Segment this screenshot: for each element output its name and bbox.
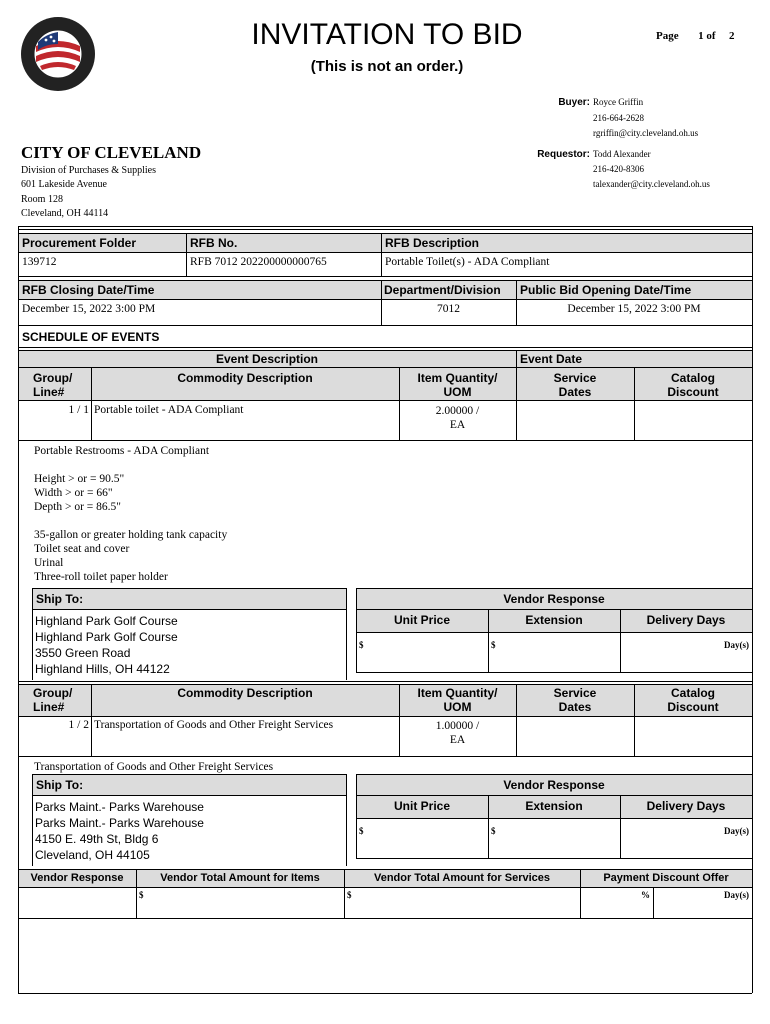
opening-date-value: December 15, 2022 3:00 PM [567,303,701,315]
totals-vendor-response-header: Vendor Response [30,872,124,884]
service-dates-header: Service Dates [553,371,597,399]
extension-header: Extension [525,613,583,627]
page-total: 2 [729,30,735,42]
org-name: CITY OF CLEVELAND [21,143,202,162]
rfb-description-value: Portable Toilet(s) - ADA Compliant [385,256,550,268]
commodity-value: Portable toilet - ADA Compliant [94,404,244,416]
vendor-response-header: Vendor Response [503,778,605,792]
unit-price-header: Unit Price [393,799,450,813]
quantity-value: 2.00000 / EA [435,405,480,431]
department-label: Department/Division [384,283,501,297]
line-number: 1 / 1 [68,404,89,416]
commodity-value: Transportation of Goods and Other Freight Services [94,719,334,731]
total-services-input[interactable]: $ [347,890,352,900]
page-number: 1 [698,30,704,42]
catalog-discount-header: Catalog Discount [667,686,719,714]
org-address-line: 601 Lakeside Avenue [21,179,107,190]
page-label: Page [656,30,679,42]
unit-price-input[interactable]: $ [359,826,364,836]
delivery-days-input[interactable]: Day(s) [724,826,749,836]
line-number: 1 / 2 [68,719,89,731]
catalog-discount-header: Catalog Discount [667,371,719,399]
event-date-header: Event Date [520,352,583,366]
total-items-input[interactable]: $ [139,890,144,900]
ship-to-label: Ship To: [36,592,84,606]
delivery-days-header: Delivery Days [646,799,726,813]
ship-to-address: Parks Maint.- Parks Warehouse Parks Maint.- Parks Warehouse 4150 E. 49th St, Bldg 6 Cleveland, OH 44105 [35,800,204,862]
commodity-description-header: Commodity Description [177,686,313,700]
extension-header: Extension [525,799,583,813]
requestor-phone: 216-420-8306 [593,164,644,174]
org-address-line: Division of Purchases & Supplies [21,165,156,176]
requestor-email: talexander@city.cleveland.oh.us [593,179,710,189]
buyer-phone: 216-664-2628 [593,113,644,123]
buyer-name: Royce Griffin [593,97,644,107]
commodity-description-header: Commodity Description [177,371,313,385]
delivery-days-input[interactable]: Day(s) [724,640,749,650]
requestor-name: Todd Alexander [593,149,651,159]
page-indicator [656,30,735,42]
item-quantity-header: Item Quantity/ UOM [417,371,498,399]
org-address-line: Cleveland, OH 44114 [21,208,109,219]
group-line-header: Group/ Line# [33,686,73,714]
buyer-email: rgriffin@city.cleveland.oh.us [593,128,699,138]
discount-percent-input[interactable]: % [641,890,650,900]
line-description: Transportation of Goods and Other Freight Services [34,761,274,773]
document-title: INVITATION TO BID [251,18,523,51]
city-seal [20,16,96,92]
unit-price-input[interactable]: $ [359,640,364,650]
ship-to-label: Ship To: [36,778,84,792]
extension-input[interactable]: $ [491,826,496,836]
group-line-header: Group/ Line# [33,371,73,399]
requestor-label: Requestor: [537,149,590,160]
org-address-line: Room 128 [21,194,63,205]
procurement-folder-label: Procurement Folder [22,236,137,250]
procurement-folder-value: 139712 [22,256,57,268]
schedule-title: SCHEDULE OF EVENTS [22,330,160,344]
unit-price-header: Unit Price [393,613,450,627]
quantity-value: 1.00000 / EA [435,720,480,746]
discount-days-input[interactable]: Day(s) [724,890,749,900]
item-quantity-header: Item Quantity/ UOM [417,686,498,714]
service-dates-header: Service Dates [553,686,597,714]
event-description-header: Event Description [215,352,319,366]
delivery-days-header: Delivery Days [646,613,726,627]
total-services-header: Vendor Total Amount for Services [373,872,551,884]
page-of: of [706,30,716,42]
department-value: 7012 [437,303,460,315]
vendor-response-header: Vendor Response [503,592,605,606]
document-subtitle: (This is not an order.) [310,58,464,75]
closing-date-label: RFB Closing Date/Time [22,283,155,297]
rfb-description-label: RFB Description [385,236,480,250]
opening-date-label: Public Bid Opening Date/Time [520,283,692,297]
closing-date-value: December 15, 2022 3:00 PM [22,303,156,315]
extension-input[interactable]: $ [491,640,496,650]
line-description: Portable Restrooms - ADA Compliant Height > or = 90.5" Width > or = 66" Depth > or = 86.5" 35-gallon or greater holding tank capacity Toilet seat and cover Urinal Three-roll toilet paper holder [34,445,228,583]
ship-to-address: Highland Park Golf Course Highland Park Golf Course 3550 Green Road Highland Hills, OH 44122 [35,614,178,676]
buyer-label: Buyer: [558,97,590,108]
payment-discount-header: Payment Discount Offer [603,872,729,884]
rfb-no-label: RFB No. [190,236,238,250]
rfb-no-value: RFB 7012 202200000000765 [190,256,327,268]
total-items-header: Vendor Total Amount for Items [160,872,320,884]
